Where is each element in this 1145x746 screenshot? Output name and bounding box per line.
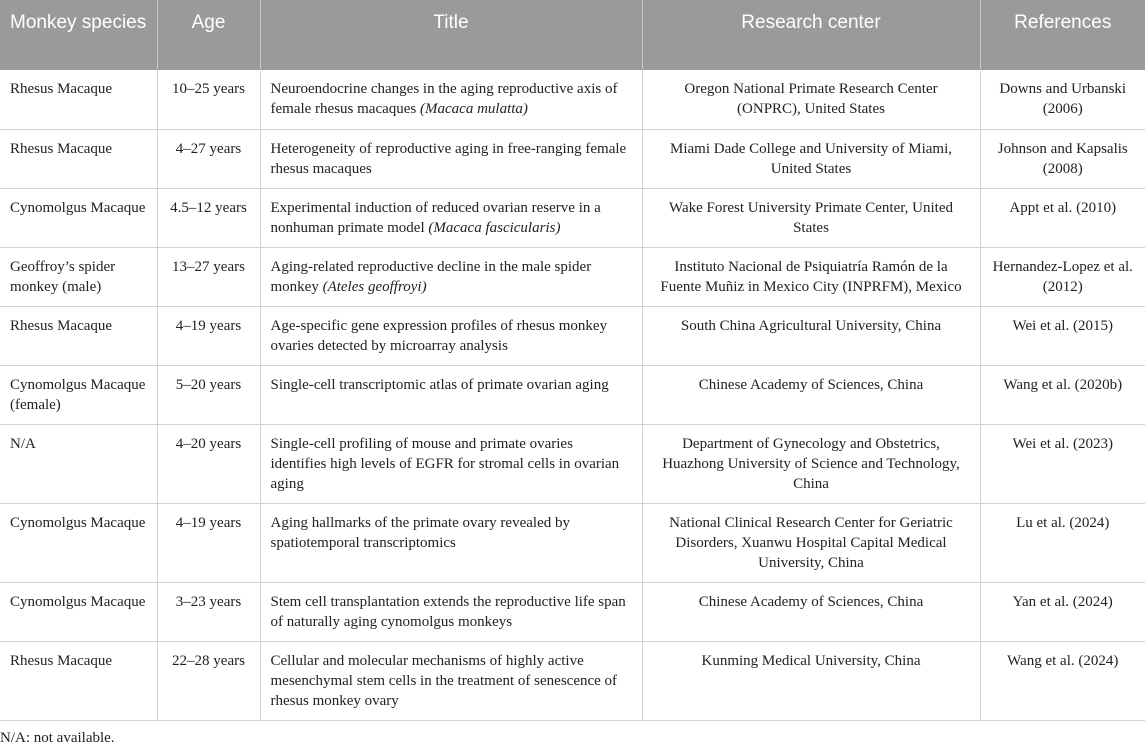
header-title: Title xyxy=(260,0,642,70)
title-cell xyxy=(260,129,642,188)
table-row xyxy=(0,641,1145,720)
species-cell: Rhesus Macaque xyxy=(0,70,157,129)
age-cell: 4–19 years xyxy=(157,503,260,582)
research-center-cell: Department of Gynecology and Obstetrics, Huazhong University of Science and Technology, China xyxy=(642,424,980,503)
research-center-cell: South China Agricultural University, China xyxy=(642,306,980,365)
title-text: Stem cell transplantation extends the reproductive life span of naturally aging cynomolgus monkeys xyxy=(270,593,626,630)
header-research-center: Research center xyxy=(642,0,980,70)
table-row xyxy=(0,70,1145,129)
species-cell: Geoffroy’s spider monkey (male) xyxy=(0,247,157,306)
age-cell: 5–20 years xyxy=(157,365,260,424)
title-text: Cellular and molecular mechanisms of highly active mesenchymal stem cells in the treatment of senescence of rhesus monkey ovary xyxy=(270,652,618,709)
reference-cell: Hernandez-Lopez et al. (2012) xyxy=(980,247,1145,306)
species-cell: Cynomolgus Macaque xyxy=(0,503,157,582)
reference-cell: Wang et al. (2020b) xyxy=(980,365,1145,424)
species-cell: Rhesus Macaque xyxy=(0,641,157,720)
title-cell xyxy=(260,70,642,129)
reference-cell: Appt et al. (2010) xyxy=(980,188,1145,247)
title-cell xyxy=(260,641,642,720)
species-cell: Cynomolgus Macaque xyxy=(0,188,157,247)
header-monkey-species: Monkey species xyxy=(0,0,157,70)
title-text: Single-cell profiling of mouse and primate ovaries identifies high levels of EGFR for stromal cells in ovarian aging xyxy=(270,435,620,492)
species-cell: Cynomolgus Macaque (female) xyxy=(0,365,157,424)
research-center-cell: National Clinical Research Center for Geriatric Disorders, Xuanwu Hospital Capital Medical University, China xyxy=(642,503,980,582)
table-header-row xyxy=(0,0,1145,70)
table-row xyxy=(0,129,1145,188)
title-text: Aging hallmarks of the primate ovary revealed by spatiotemporal transcriptomics xyxy=(270,514,570,551)
species-cell: Rhesus Macaque xyxy=(0,129,157,188)
title-cell xyxy=(260,424,642,503)
title-cell xyxy=(260,582,642,641)
header-age: Age xyxy=(157,0,260,70)
table-row xyxy=(0,247,1145,306)
reference-cell: Lu et al. (2024) xyxy=(980,503,1145,582)
research-center-cell: Kunming Medical University, China xyxy=(642,641,980,720)
species-cell: N/A xyxy=(0,424,157,503)
title-cell xyxy=(260,247,642,306)
research-center-cell: Instituto Nacional de Psiquiatría Ramón de la Fuente Muñiz in Mexico City (INPRFM), Mexico xyxy=(642,247,980,306)
table-row xyxy=(0,424,1145,503)
title-cell xyxy=(260,306,642,365)
age-cell: 4–27 years xyxy=(157,129,260,188)
table-footnote: N/A: not available. xyxy=(0,730,115,746)
title-species-italic: (Ateles geoffroyi) xyxy=(322,278,427,295)
title-text: Heterogeneity of reproductive aging in free-ranging female rhesus macaques xyxy=(270,140,627,177)
age-cell: 22–28 years xyxy=(157,641,260,720)
reference-cell: Yan et al. (2024) xyxy=(980,582,1145,641)
age-cell: 10–25 years xyxy=(157,70,260,129)
title-cell xyxy=(260,365,642,424)
age-cell: 4.5–12 years xyxy=(157,188,260,247)
table-row xyxy=(0,188,1145,247)
research-center-cell: Chinese Academy of Sciences, China xyxy=(642,582,980,641)
age-cell: 13–27 years xyxy=(157,247,260,306)
research-center-cell: Oregon National Primate Research Center (ONPRC), United States xyxy=(642,70,980,129)
age-cell: 4–19 years xyxy=(157,306,260,365)
reference-cell: Downs and Urbanski (2006) xyxy=(980,70,1145,129)
research-center-cell: Wake Forest University Primate Center, United States xyxy=(642,188,980,247)
age-cell: 4–20 years xyxy=(157,424,260,503)
table-row xyxy=(0,306,1145,365)
research-center-cell: Chinese Academy of Sciences, China xyxy=(642,365,980,424)
title-cell xyxy=(260,503,642,582)
title-cell xyxy=(260,188,642,247)
research-center-cell: Miami Dade College and University of Miami, United States xyxy=(642,129,980,188)
title-text: Neuroendocrine changes in the aging reproductive axis of female rhesus macaques xyxy=(270,81,618,117)
reference-cell: Wei et al. (2015) xyxy=(980,306,1145,365)
age-cell: 3–23 years xyxy=(157,582,260,641)
reference-cell: Wang et al. (2024) xyxy=(980,641,1145,720)
species-cell: Rhesus Macaque xyxy=(0,306,157,365)
species-cell: Cynomolgus Macaque xyxy=(0,582,157,641)
title-text: Age-specific gene expression profiles of rhesus monkey ovaries detected by microarray analysis xyxy=(270,317,608,354)
title-species-italic: (Macaca fascicularis) xyxy=(428,219,561,236)
title-text: Aging-related reproductive decline in the male spider monkey xyxy=(270,258,592,295)
reference-cell: Wei et al. (2023) xyxy=(980,424,1145,503)
title-text: Single-cell transcriptomic atlas of primate ovarian aging xyxy=(270,376,609,393)
title-species-italic: (Macaca mulatta) xyxy=(420,101,528,117)
title-text: Experimental induction of reduced ovarian reserve in a nonhuman primate model xyxy=(270,199,601,236)
header-references: References xyxy=(980,0,1145,70)
table-row xyxy=(0,582,1145,641)
reference-cell: Johnson and Kapsalis (2008) xyxy=(980,129,1145,188)
table-row xyxy=(0,365,1145,424)
table-row xyxy=(0,503,1145,582)
